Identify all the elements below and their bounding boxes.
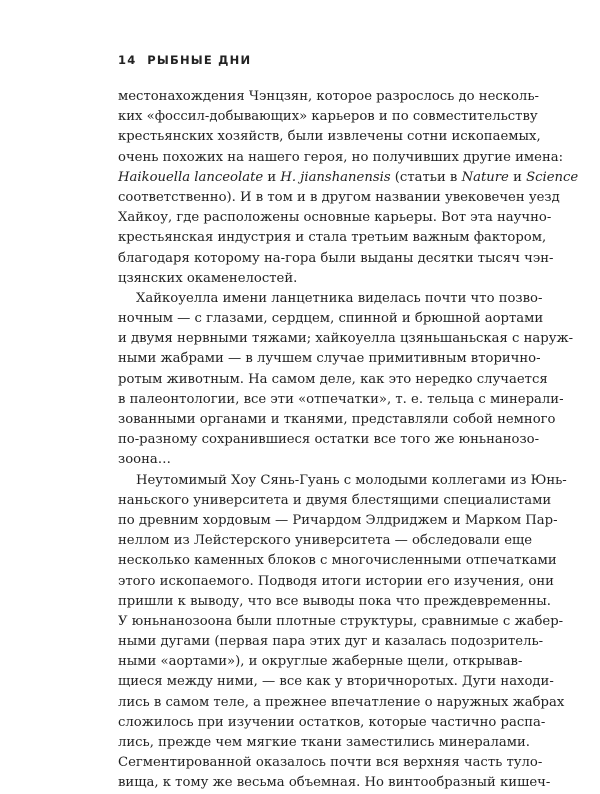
text-line: неллом из Лейстерского университета — обследовали еще	[118, 533, 533, 549]
text-line: наньского университета и двумя блестящими специалистами	[118, 492, 552, 508]
text-line: соответственно). И в том и в другом названии увековечен уезд	[118, 189, 560, 205]
paragraph	[118, 87, 579, 289]
text-line: ротым животным. На самом деле, как это нередко случается	[118, 371, 548, 387]
text-line: сложилось при изучении остатков, которые частично распа-	[118, 714, 546, 730]
text-line: по древним хордовым — Ричардом Элдриджем и Марком Пар-	[118, 512, 558, 528]
text-line: Хайкоу, где расположены основные карьеры. Вот эта научно-	[118, 210, 552, 226]
text-line: щиеся между ними, — все как у вторичноротых. Дуги находи-	[118, 674, 554, 690]
text-line: благодаря которому на-гора были выданы десятки тысяч чэн-	[118, 250, 554, 266]
text-line: Haikouella lanceolate и H. jianshanensis (статьи в Nature и Science	[118, 169, 579, 185]
text-line: ными жабрами — в лучшем случае примитивным вторично-	[118, 351, 541, 367]
text-line: местонахождения Чэнцзян, которое разрослось до несколь-	[118, 89, 539, 104]
text-line: цзянских окаменелостей.	[118, 270, 298, 286]
text-line: зоона…	[118, 452, 171, 468]
paragraph	[118, 471, 567, 794]
body-text	[118, 87, 579, 794]
page-number: 14	[118, 53, 137, 67]
text-line: крестьянская индустрия и стала третьим важным фактором,	[118, 230, 547, 246]
text-line: Сегментированной оказалось почти вся верхняя часть туло-	[118, 755, 543, 771]
text-line: ными «аортами»), и округлые жаберные щели, открывав-	[118, 654, 523, 670]
text-line: ными дугами (первая пара этих дуг и казалась подозритель-	[118, 634, 544, 650]
running-head	[118, 53, 251, 67]
text-line: крестьянских хозяйств, были извлечены сотни ископаемых,	[118, 129, 541, 145]
text-line: по-разному сохранившиеся остатки все того же юньнанозо-	[118, 432, 540, 448]
text-line: лись, прежде чем мягкие ткани заместились минералами.	[118, 735, 530, 750]
text-line: этого ископаемого. Подводя итоги истории его изучения, они	[118, 573, 554, 589]
text-line: очень похожих на нашего героя, но получивших другие имена:	[118, 149, 564, 165]
text-line: в палеонтологии, все эти «отпечатки», т. е. тельца с минерали-	[118, 391, 564, 407]
text-line: ночным — с глазами, сердцем, спинной и брюшной аортами	[118, 311, 544, 327]
text-line: У юньнанозоона были плотные структуры, сравнимые с жабер-	[118, 613, 564, 629]
text-line: несколько каменных блоков с многочисленными отпечатками	[118, 553, 557, 569]
text-line: и двумя нервными тяжами; хайкоуелла цзяньшаньская с наруж-	[118, 331, 574, 347]
running-title: РЫБНЫЕ ДНИ	[147, 53, 252, 67]
text-line: зованными органами и тканями, представляли собой немного	[118, 412, 556, 427]
text-line: вища, к тому же весьма объемная. Но винтообразный кишеч-	[118, 775, 551, 791]
text-line: Неутомимый Хоу Сянь-Гуань с молодыми коллегами из Юнь-	[136, 472, 567, 488]
text-line: лись в самом теле, а прежнее впечатление о наружных жабрах	[118, 694, 565, 710]
paragraph	[118, 289, 574, 471]
text-line: ких «фоссил-добывающих» карьеров и по совместительству	[118, 109, 538, 125]
text-line: Хайкоуелла имени ланцетника виделась почти что позво-	[136, 290, 543, 306]
text-line: пришли к выводу, что все выводы пока что преждевременны.	[118, 593, 551, 609]
